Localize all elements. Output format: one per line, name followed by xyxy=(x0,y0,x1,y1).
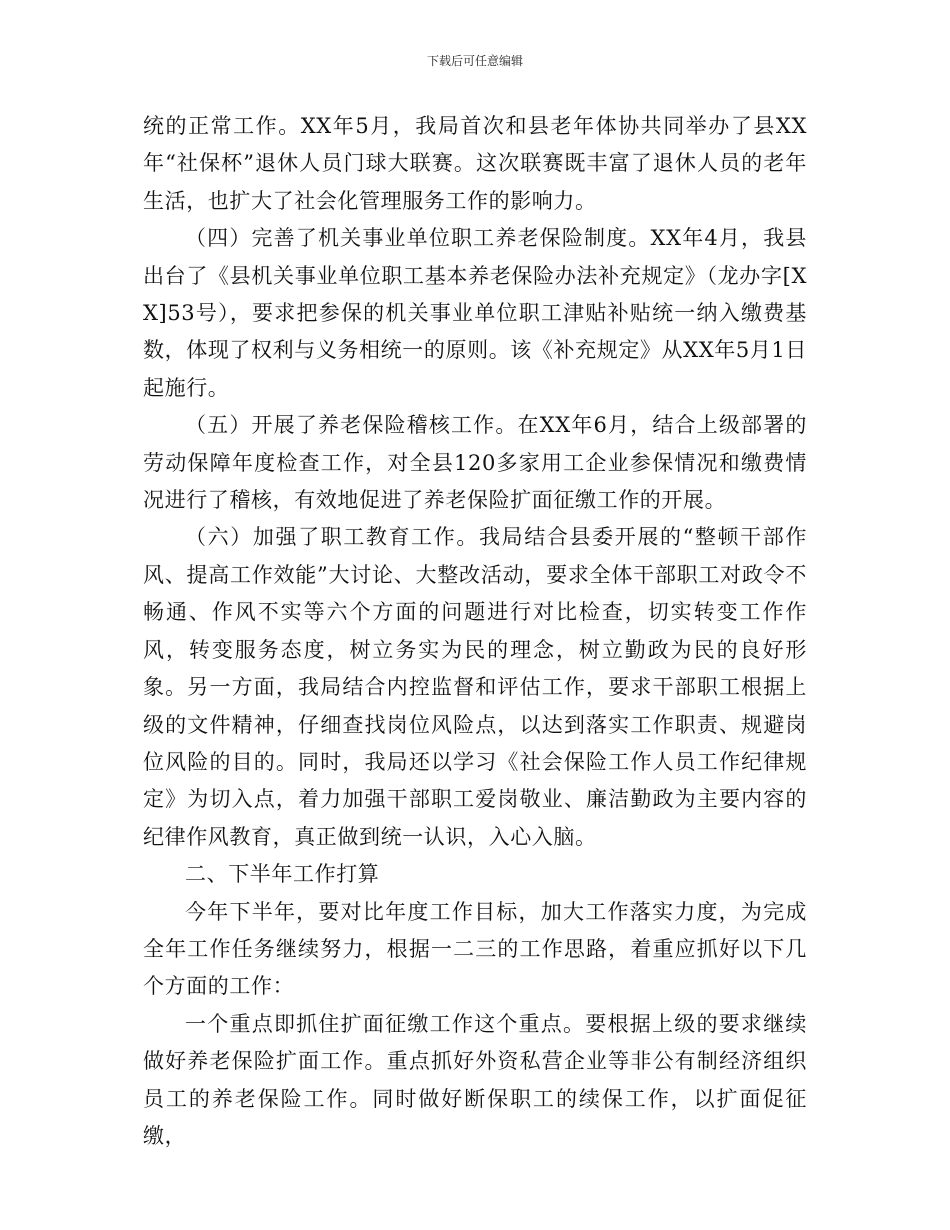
paragraph-key-focus: 一个重点即抓住扩面征缴工作这个重点。要根据上级的要求继续做好养老保险扩面工作。重点抓好外资私营企业等非公有制经济组织员工的养老保险工作。同时做好断保职工的续保工作，以扩面促征缴， xyxy=(143,1011,807,1148)
page-header: 下载后可任意编辑 xyxy=(426,54,523,68)
section-heading-second-half-plan: 二、下半年工作打算 xyxy=(185,862,380,887)
paragraph-plan-intro: 今年下半年，要对比年度工作目标，加大工作落实力度，为完成全年工作任务继续努力，根据一二三的工作思路，着重应抓好以下几个方面的工作： xyxy=(143,899,807,999)
paragraph-section-4: （四）完善了机关事业单位职工养老保险制度。XX年4月，我县出台了《县机关事业单位职工基本养老保险办法补充规定》（龙办字[XX]53号），要求把参保的机关事业单位职工津贴补贴统一纳入缴费基数，体现了权利与义务相统一的原则。该《补充规定》从XX年5月1日起施行。 xyxy=(143,226,807,400)
document-body xyxy=(143,108,807,1155)
paragraph-section-6: （六）加强了职工教育工作。我局结合县委开展的“整顿干部作风、提高工作效能”大讨论、大整改活动，要求全体干部职工对政令不畅通、作风不实等六个方面的问题进行对比检查，切实转变工作作风，转变服务态度，树立务实为民的理念，树立勤政为民的良好形象。另一方面，我局结合内控监督和评估工作，要求干部职工根据上级的文件精神，仔细查找岗位风险点，以达到落实工作职责、规避岗位风险的目的。同时，我局还以学习《社会保险工作人员工作纪律规定》为切入点，着力加强干部职工爱岗敬业、廉洁勤政为主要内容的纪律作风教育，真正做到统一认识，入心入脑。 xyxy=(143,525,807,849)
paragraph-continuation: 统的正常工作。XX年5月，我局首次和县老年体协共同举办了县XX年“社保杯”退休人员门球大联赛。这次联赛既丰富了退休人员的老年生活，也扩大了社会化管理服务工作的影响力。 xyxy=(143,114,807,213)
paragraph-section-5: （五）开展了养老保险稽核工作。在XX年6月，结合上级部署的劳动保障年度检查工作，对全县120多家用工企业参保情况和缴费情况进行了稽核，有效地促进了养老保险扩面征缴工作的开展。 xyxy=(143,413,807,513)
